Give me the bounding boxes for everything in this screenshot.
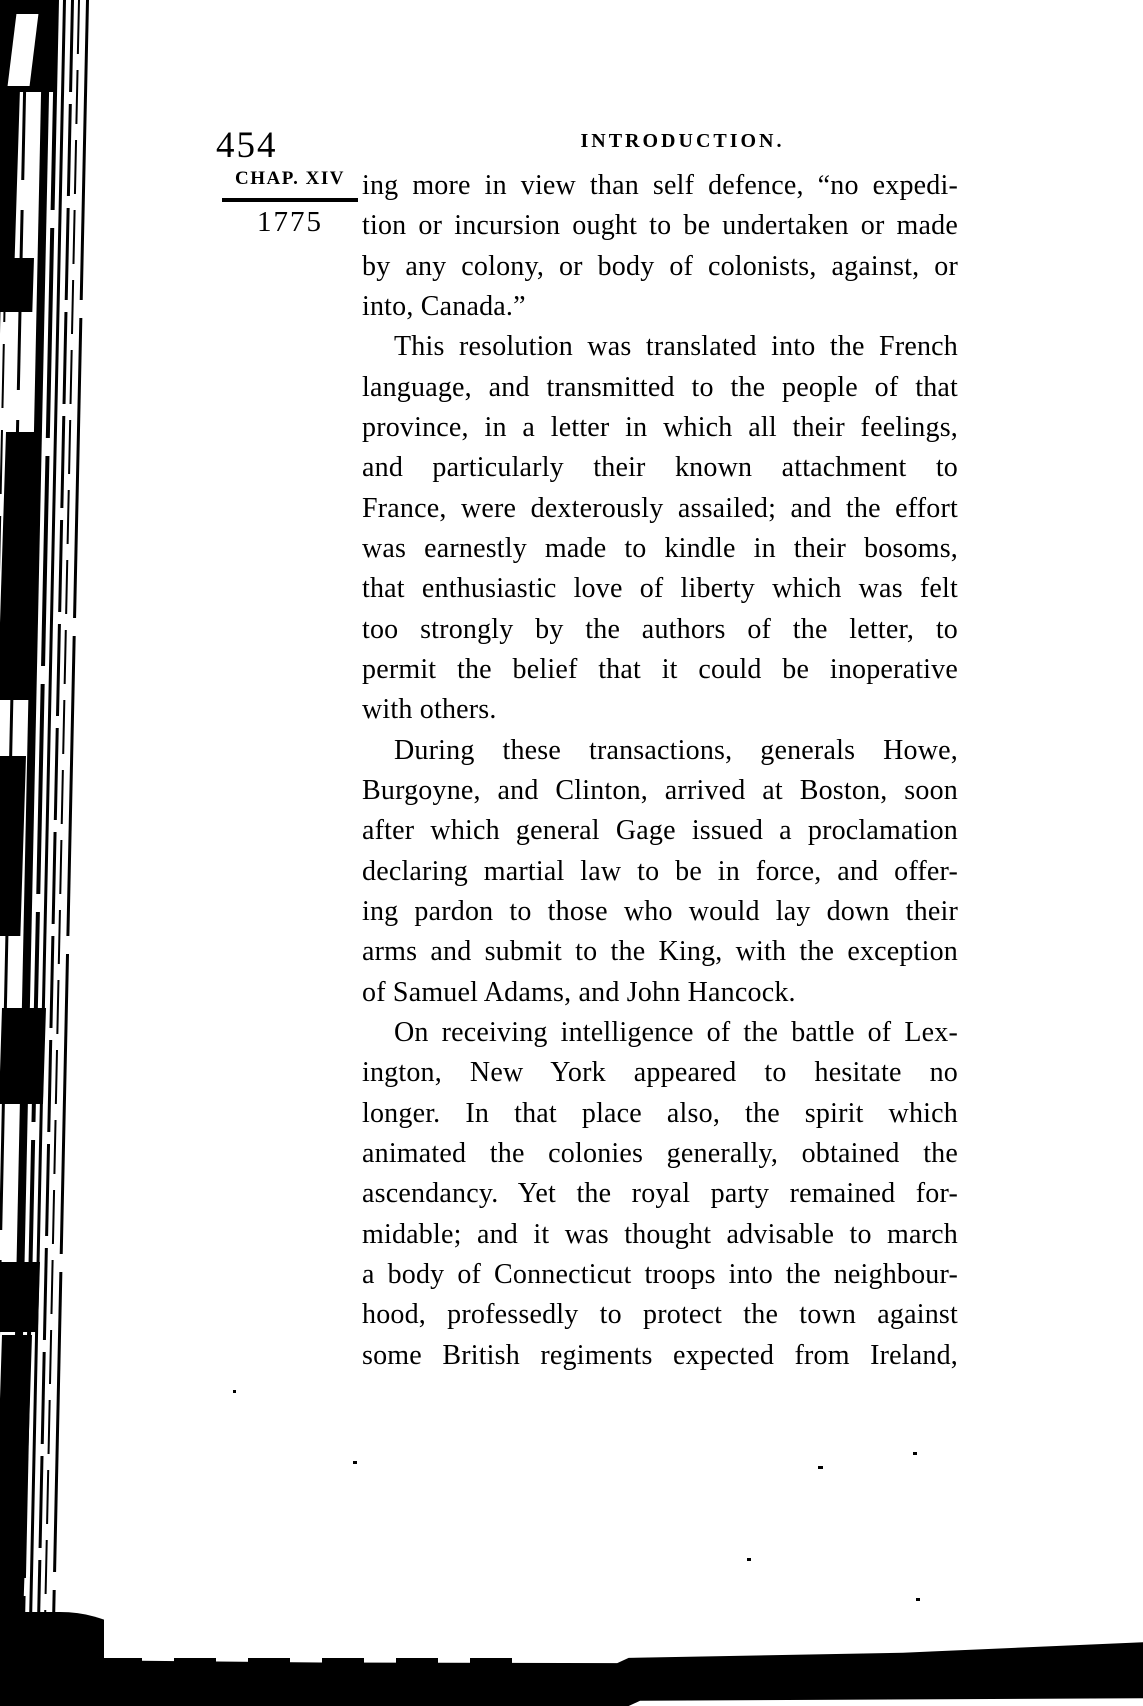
scan-speck [913, 1452, 917, 1455]
text-line: midable; and it was thought advisable to march [362, 1218, 958, 1250]
gutter-blob [0, 1335, 32, 1635]
text-line: was earnestly made to kindle in their bosoms, [362, 532, 958, 564]
text-line: On receiving intelligence of the battle of Lex- [394, 1016, 958, 1048]
text-line: province, in a letter in which all their feelings, [362, 411, 958, 443]
text-line: ing more in view than self defence, “no expedi- [362, 170, 958, 201]
text-line: ing pardon to those who would lay down their [362, 895, 958, 927]
scan-bottom-edge-dashes [100, 1658, 520, 1663]
text-line: into, Canada.” [362, 290, 526, 322]
text-line: arms and submit to the King, with the exception [362, 936, 958, 968]
text-line: longer. In that place also, the spirit which [362, 1097, 958, 1129]
scan-speck [916, 1598, 920, 1601]
text-line: During these transactions, generals Howe, [394, 734, 958, 766]
gutter-blob [0, 1262, 40, 1332]
text-line: and particularly their known attachment to [362, 452, 958, 484]
gutter-blob [0, 756, 26, 936]
text-line: animated the colonies generally, obtained the [362, 1137, 958, 1169]
page-number: 454 [216, 125, 278, 166]
text-line: too strongly by the authors of the letter, to [362, 613, 958, 645]
text-line: that enthusiastic love of liberty which was felt [362, 573, 958, 605]
scan-bottom-edge-artifact [0, 1641, 1143, 1706]
text-line: a body of Connecticut troops into the neighbour- [362, 1258, 958, 1290]
text-line: This resolution was translated into the French [394, 331, 958, 363]
text-line: with others. [362, 694, 497, 726]
gutter-blob [0, 88, 20, 266]
scan-gutter-artifact [0, 0, 104, 1706]
text-line: by any colony, or body of colonists, against, or [362, 250, 958, 282]
text-line: language, and transmitted to the people of that [362, 371, 958, 403]
scan-speck [353, 1461, 357, 1464]
gutter-blob [0, 1008, 46, 1104]
text-line: France, were dexterously assailed; and the effort [362, 492, 958, 524]
margin-rule [222, 198, 358, 202]
text-line: of Samuel Adams, and John Hancock. [362, 976, 796, 1008]
text-line: some British regiments expected from Ireland, [362, 1339, 958, 1371]
running-header: INTRODUCTION. [580, 130, 785, 152]
margin-notes [218, 168, 362, 239]
text-line: hood, professedly to protect the town against [362, 1299, 958, 1331]
text-line: tion or incursion ought to be undertaken or made [362, 210, 958, 242]
text-line: ascendancy. Yet the royal party remained for- [362, 1178, 958, 1210]
scan-speck [747, 1558, 751, 1561]
scan-speck [233, 1390, 236, 1393]
text-line: Burgoyne, and Clinton, arrived at Boston, soon [362, 774, 958, 806]
scan-speck [818, 1466, 823, 1469]
margin-year: 1775 [257, 206, 323, 238]
chapter-label: CHAP. XIV [235, 168, 345, 189]
body-text [362, 166, 958, 1376]
gutter-blob [0, 258, 34, 312]
text-line: ington, New York appeared to hesitate no [362, 1057, 958, 1089]
text-line: permit the belief that it could be inoperative [362, 653, 958, 685]
text-line: after which general Gage issued a proclamation [362, 815, 958, 847]
text-line: declaring martial law to be in force, and offer- [362, 855, 958, 887]
